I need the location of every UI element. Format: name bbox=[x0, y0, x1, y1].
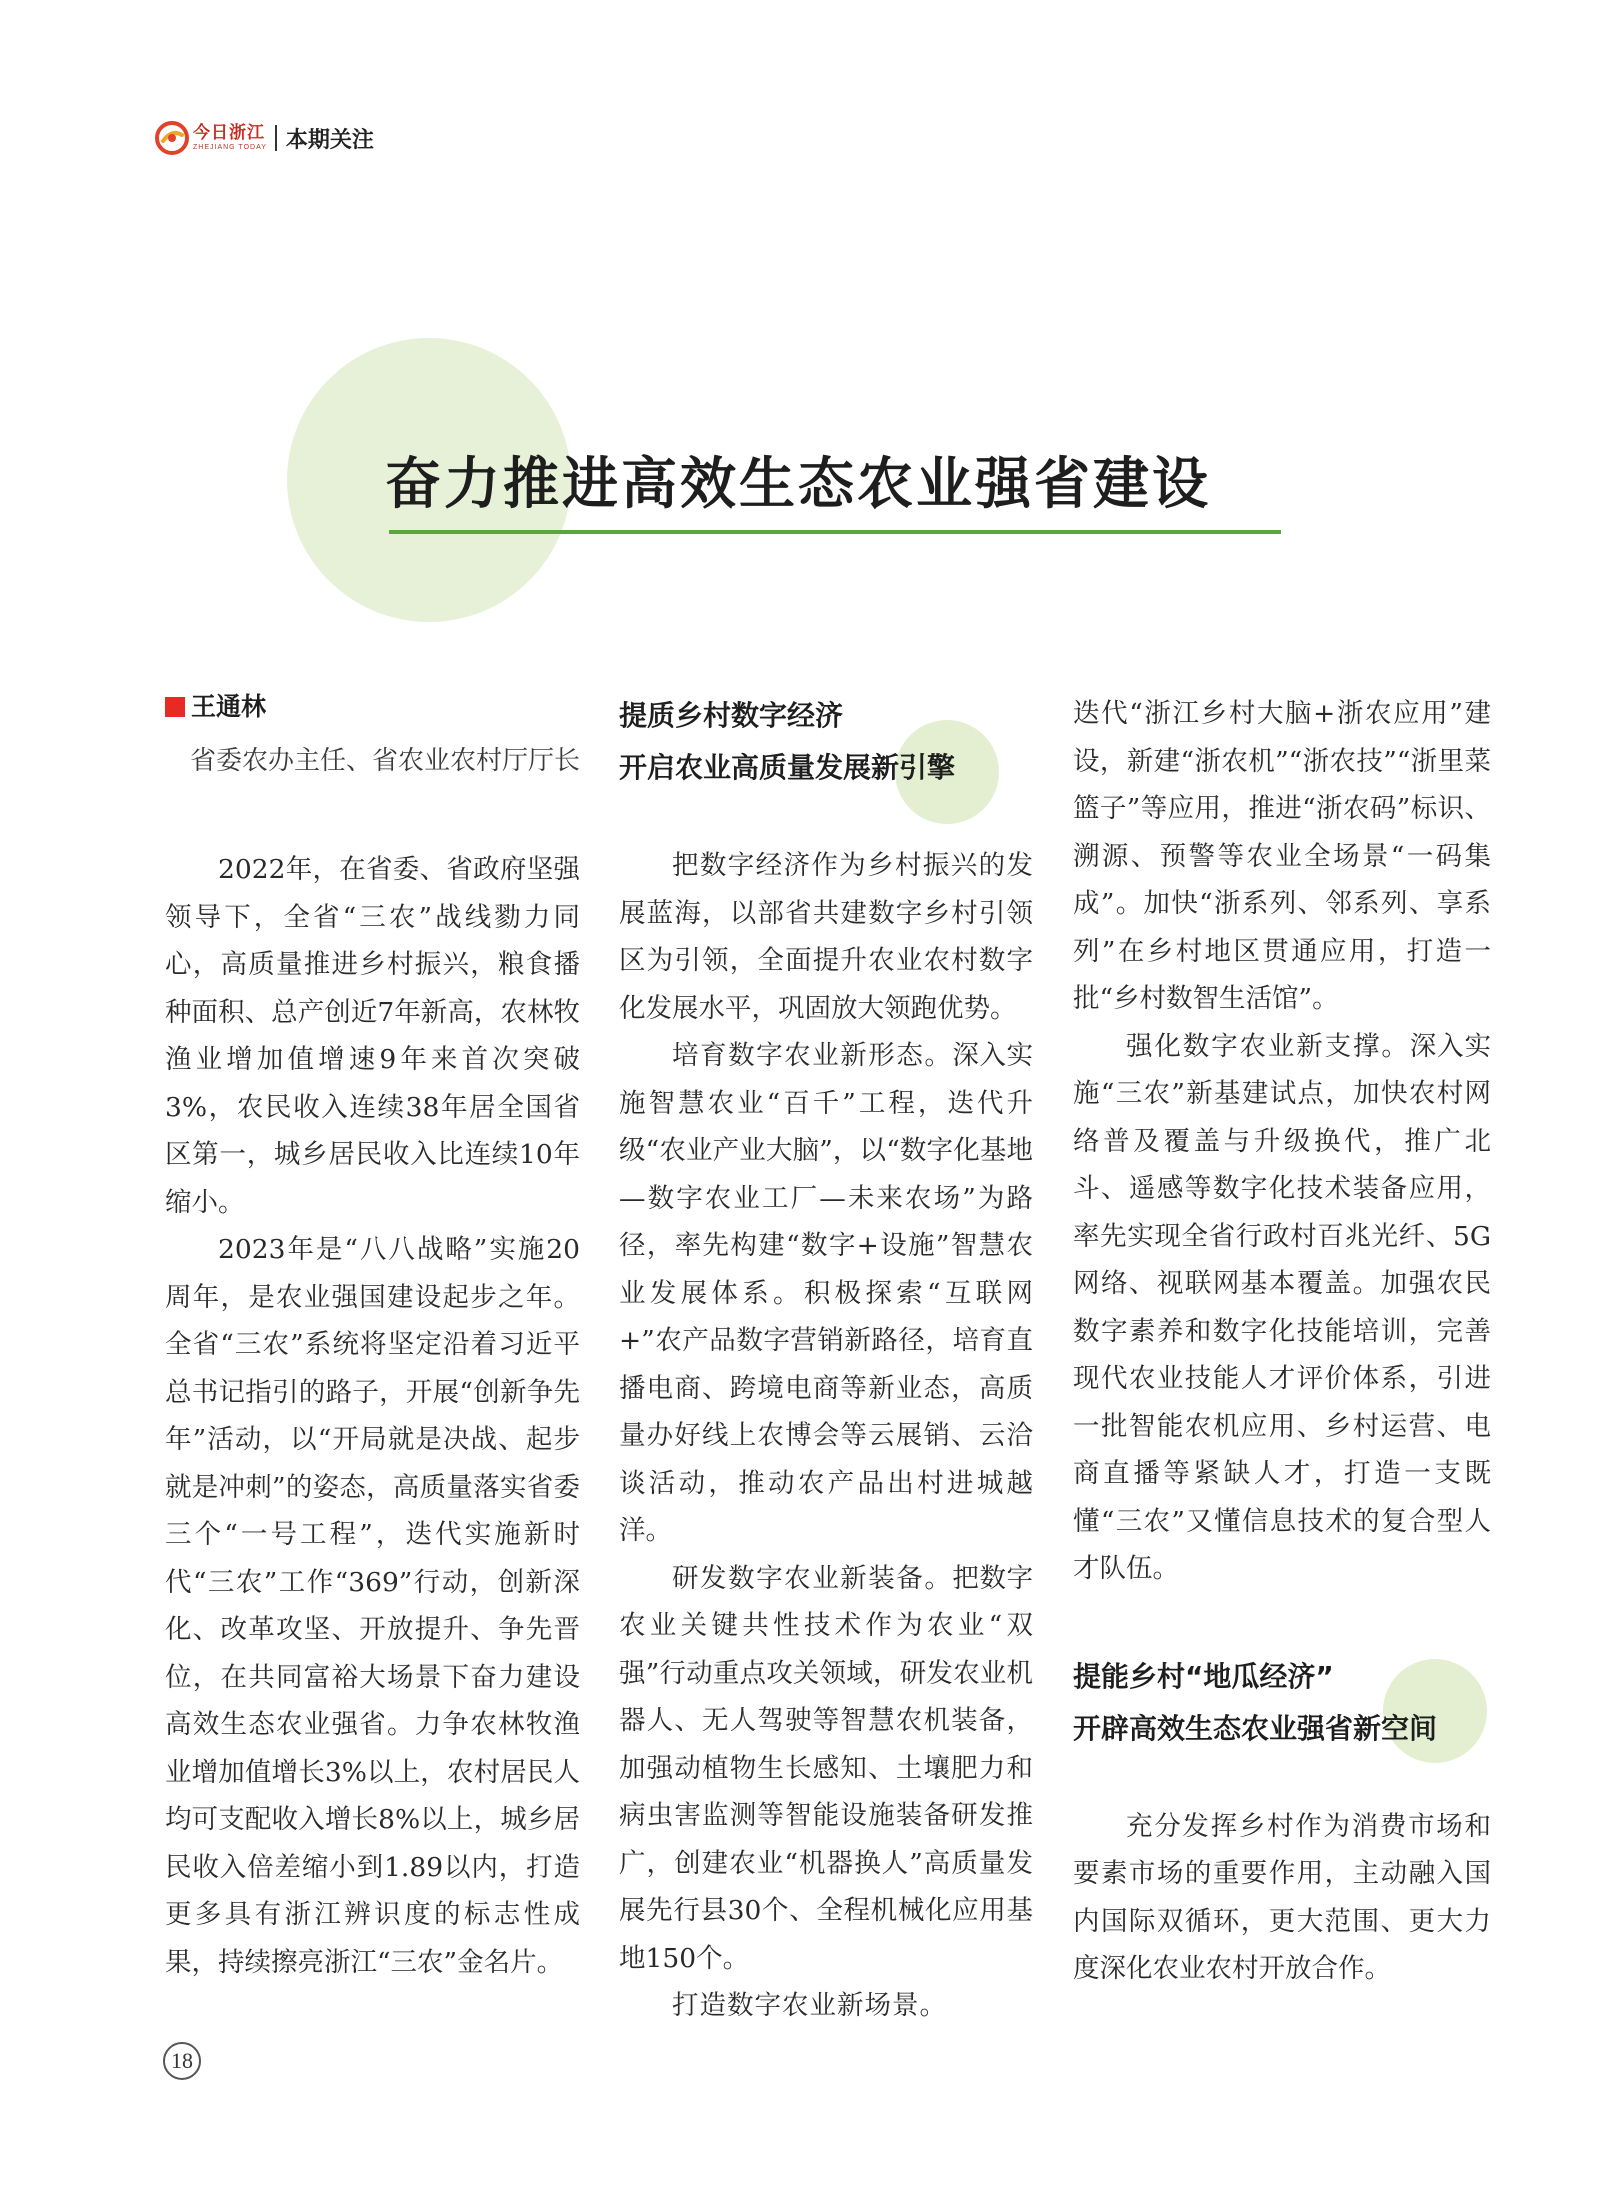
section2-heading-line2: 开辟高效生态农业强省新空间 bbox=[1073, 1711, 1438, 1745]
section2-lead: 充分发挥乡村作为消费市场和要素市场的重要作用，主动融入国内国际双循环，更大范围、更大力度深化农业农村开放合作。 bbox=[1073, 1810, 1491, 1984]
section2-heading-line1: 提能乡村“地瓜经济” bbox=[1073, 1659, 1334, 1693]
author-byline bbox=[165, 690, 580, 724]
section1-lead: 把数字经济作为乡村振兴的发展蓝海，以部省共建数字乡村引领区为引领，全面提升农业农村数字化发展水平，巩固放大领跑优势。 bbox=[619, 850, 1033, 1024]
title-underline bbox=[389, 530, 1281, 534]
section1-heading-line2: 开启农业高质量发展新引擎 bbox=[619, 751, 956, 784]
section2-heading bbox=[1073, 1651, 1491, 1755]
item-keyword: 研发数字农业新装备。 bbox=[672, 1562, 953, 1594]
item-text: 把数字农业关键共性技术作为农业“双强”行动重点攻关领域，研发农业机器人、无人驾驶等智慧农机装备，加强动植物生长感知、土壤肥力和病虫害监测等智能设施装备研发推广，创建农业“机器换人”高质量发展先行县30个、全程机械化应用基地150个。 bbox=[619, 1562, 1034, 1974]
item-keyword: 打造数字农业新场景。 bbox=[672, 1990, 947, 2021]
section1-heading-line1: 提质乡村数字经济 bbox=[619, 699, 844, 732]
logo-chinese-text: 今日浙江 bbox=[193, 123, 265, 143]
page-header bbox=[155, 118, 374, 158]
item-text: 深入实施“三农”新基建试点，加快农村网络普及覆盖与升级换代，推广北斗、遥感等数字化技术装备应用，率先实现全省行政村百兆光纤、5G网络、视联网基本覆盖。加强农民数字素养和数字化技能培训，完善现代农业技能人才评价体系，引进一批智能农机应用、乡村运营、电商直播等紧缺人才，打造一支既懂“三农”又懂信息技术的复合型人才队伍。 bbox=[1073, 1030, 1491, 1584]
intro-paragraph-2: 2023年是“八八战略”实施20周年，是农业强国建设起步之年。全省“三农”系统将坚定沿着习近平总书记指引的路子，开展“创新争先年”活动，以“开局就是决战、起步就是冲刺”的姿态，高质量落实省委三个“一号工程”，迭代实施新时代“三农”工作“369”行动，创新深化、改革攻坚、开放提升、争先晋位，在共同富裕大场景下奋力建设高效生态农业强省。力争农林牧渔业增加值增长3%以上，农村居民人均可支配收入增长8%以上，城乡居民收入倍差缩小到1.89以内，打造更多具有浙江辨识度的标志性成果，持续擦亮浙江“三农”金名片。 bbox=[165, 1234, 580, 1978]
item-text: 深入实施智慧农业“百千”工程，迭代升级“农业产业大脑”，以“数字化基地—数字农业工厂—未来农场”为路径，率先构建“数字+设施”智慧农业发展体系。积极探索“互联网+”农产品数字营销新路径，培育直播电商、跨境电商等新业态，高质量办好线上农博会等云展销、云洽谈活动，推动农产品出村进城越洋。 bbox=[619, 1040, 1034, 1546]
column-1 bbox=[165, 690, 580, 1986]
logo-swirl-icon bbox=[155, 121, 189, 155]
section1-heading bbox=[619, 690, 1033, 794]
section-label: 本期关注 bbox=[285, 127, 374, 153]
author-position: 省委农办主任、省农业农村厅厅长 bbox=[189, 746, 580, 776]
section1-item-4 bbox=[1073, 1023, 1491, 1593]
header-divider bbox=[275, 125, 277, 151]
magazine-logo bbox=[155, 121, 267, 155]
author-name: 王通林 bbox=[191, 692, 267, 722]
section1-item-1 bbox=[619, 1032, 1033, 1555]
author-marker-icon bbox=[165, 697, 185, 717]
column-3 bbox=[1073, 690, 1491, 1993]
intro-paragraph-1: 2022年，在省委、省政府坚强领导下，全省“三农”战线勠力同心，高质量推进乡村振兴，粮食播种面积、总产创近7年新高，农林牧渔业增加值增速9年来首次突破3%，农民收入连续38年居全国省区第一，城乡居民收入比连续10年缩小。 bbox=[165, 854, 580, 1218]
section1-item-3-continued: 迭代“浙江乡村大脑+浙农应用”建设，新建“浙农机”“浙农技”“浙里菜篮子”等应用，推进“浙农码”标识、溯源、预警等农业全场景“一码集成”。加快“浙系列、邻系列、享系列”在乡村地区贯通应用，打造一批“乡村数智生活馆”。 bbox=[1073, 698, 1491, 1014]
logo-english-text: ZHEJIANG TODAY bbox=[193, 144, 267, 151]
item-keyword: 培育数字农业新形态。 bbox=[672, 1040, 953, 1071]
section1-item-3 bbox=[619, 1982, 1033, 2030]
column-2 bbox=[619, 690, 1033, 2030]
page-number: 18 bbox=[163, 2042, 201, 2080]
item-keyword: 强化数字农业新支撑。 bbox=[1126, 1030, 1410, 1062]
section1-item-2 bbox=[619, 1555, 1033, 1983]
article-title: 奋力推进高效生态农业强省建设 bbox=[385, 452, 1211, 517]
